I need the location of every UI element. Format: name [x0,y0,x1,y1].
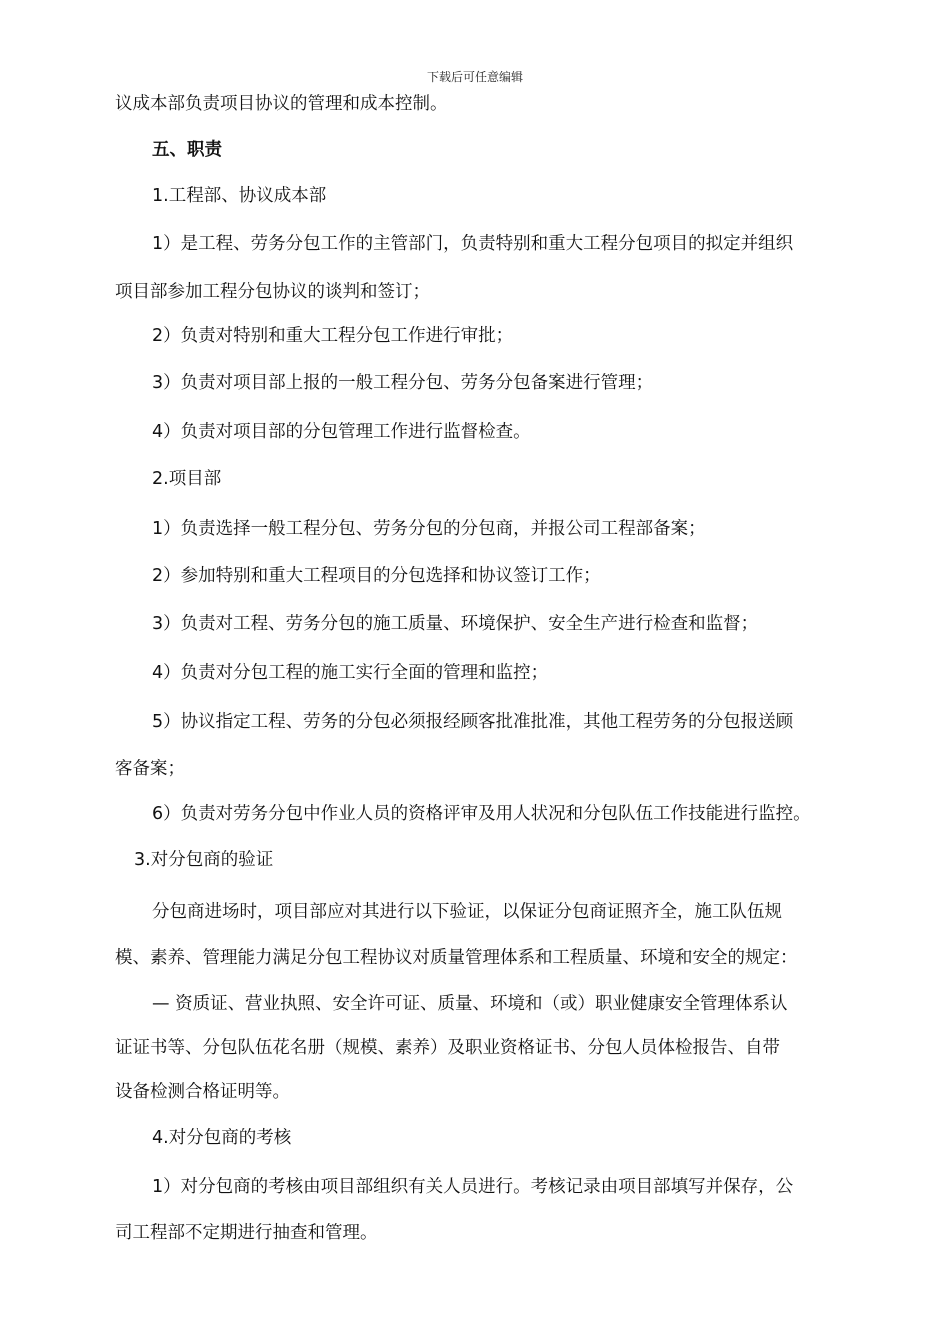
paragraph-line: 3）负责对工程、劳务分包的施工质量、环境保护、安全生产进行检查和监督； [152,614,759,634]
paragraph-line: 证证书等、分包队伍花名册（规模、素养）及职业资格证书、分包人员体检报告、自带 [115,1038,780,1058]
paragraph-line: 司工程部不定期进行抽查和管理。 [115,1223,378,1243]
paragraph-line: 1）是工程、劳务分包工作的主管部门，负责特别和重大工程分包项目的拟定并组织 [152,234,794,254]
subsection-heading: 2.项目部 [152,469,222,489]
paragraph-line: 分包商进场时，项目部应对其进行以下验证，以保证分包商证照齐全，施工队伍规 [152,902,782,922]
paragraph-line: 4）负责对分包工程的施工实行全面的管理和监控； [152,663,549,683]
paragraph-line: 2）负责对特别和重大工程分包工作进行审批； [152,326,514,346]
paragraph-line: 议成本部负责项目协议的管理和成本控制。 [115,94,448,114]
paragraph-line: 2）参加特别和重大工程项目的分包选择和协议签订工作； [152,566,601,586]
paragraph-line: 模、素养、管理能力满足分包工程协议对质量管理体系和工程质量、环境和安全的规定： [115,948,798,968]
paragraph-line: 1）负责选择一般工程分包、劳务分包的分包商，并报公司工程部备案； [152,519,706,539]
paragraph-line: 项目部参加工程分包协议的谈判和签订； [115,282,430,302]
paragraph-line: 5）协议指定工程、劳务的分包必须报经顾客批准批准，其他工程劳务的分包报送顾 [152,712,794,732]
page-header: 下载后可任意编辑 [426,70,523,84]
section-heading: 五、职责 [152,140,222,160]
paragraph-line: 1）对分包商的考核由项目部组织有关人员进行。考核记录由项目部填写并保存，公 [152,1177,794,1197]
paragraph-line: 3）负责对项目部上报的一般工程分包、劳务分包备案进行管理； [152,373,654,393]
paragraph-line: 4）负责对项目部的分包管理工作进行监督检查。 [152,422,531,442]
paragraph-line: 6）负责对劳务分包中作业人员的资格评审及用人状况和分包队伍工作技能进行监控。 [152,804,811,824]
subsection-heading: 4.对分包商的考核 [152,1128,292,1148]
subsection-heading: 1.工程部、协议成本部 [152,186,327,206]
paragraph-line: 客备案； [115,759,185,779]
paragraph-line: 设备检测合格证明等。 [115,1082,290,1102]
subsection-heading: 3.对分包商的验证 [134,850,274,870]
paragraph-line: — 资质证、营业执照、安全许可证、质量、环境和（或）职业健康安全管理体系认 [152,994,788,1014]
